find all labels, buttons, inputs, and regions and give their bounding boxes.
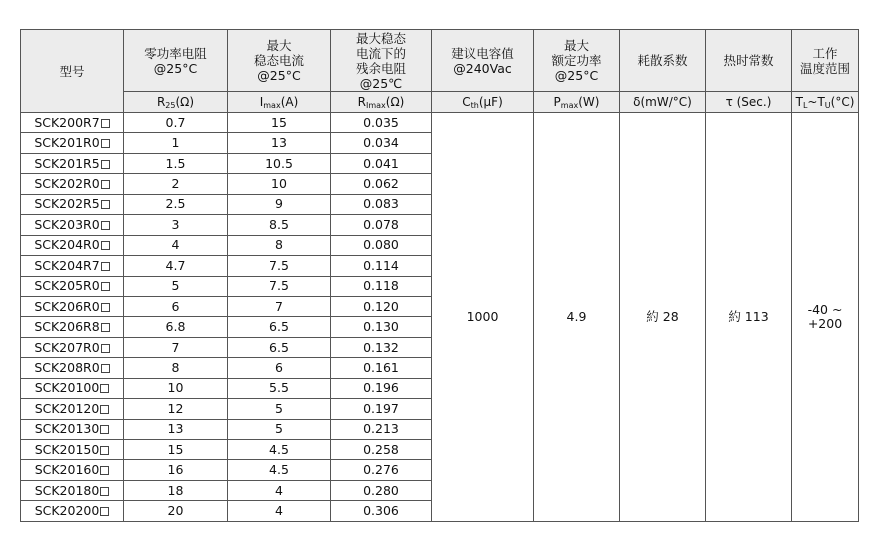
cell-model [21, 256, 124, 276]
empty-square-icon [101, 282, 110, 291]
model-text: SCK204R0 [34, 237, 100, 253]
unit-rest: (Ω) [175, 95, 195, 109]
cell-imax: 7.5 [228, 256, 331, 276]
header-imax-line: 稳态电流 [253, 53, 304, 68]
cell-shared-cth: 1000 [432, 113, 534, 522]
cell-r25: 10 [124, 378, 228, 398]
cell-model [21, 174, 124, 194]
header-imax-line: @25°C [257, 68, 301, 83]
unit-subscript: U [824, 101, 831, 110]
empty-square-icon [100, 446, 109, 455]
cell-rimax: 0.276 [331, 460, 432, 480]
cell-model [21, 480, 124, 500]
cell-imax: 7 [228, 296, 331, 316]
cell-shared-pmax: 4.9 [534, 113, 620, 522]
header-imax-line: 最大 [266, 38, 292, 53]
empty-square-icon [100, 487, 109, 496]
cell-rimax: 0.258 [331, 440, 432, 460]
cell-imax: 6.5 [228, 337, 331, 357]
cell-model [21, 440, 124, 460]
cell-model [21, 317, 124, 337]
cell-model [21, 113, 124, 133]
cell-r25: 7 [124, 337, 228, 357]
model-text: SCK201R5 [34, 155, 100, 171]
cell-imax: 4.5 [228, 460, 331, 480]
unit-subscript: th [470, 101, 479, 110]
unit-base: C [462, 95, 471, 109]
cell-imax: 9 [228, 194, 331, 214]
cell-r25: 4 [124, 235, 228, 255]
unit-rimax [331, 92, 432, 113]
empty-square-icon [101, 119, 110, 128]
header-pmax-line: @25°C [554, 68, 599, 83]
header-r25-line: 零功率电阻 [144, 45, 207, 61]
empty-square-icon [101, 200, 110, 209]
cell-rimax: 0.083 [331, 194, 432, 214]
header-r25-line: @25°C [153, 60, 198, 76]
empty-square-icon [100, 384, 109, 393]
cell-r25: 20 [124, 501, 228, 521]
unit-rest: (W) [578, 95, 600, 109]
cell-r25: 6.8 [124, 317, 228, 337]
unit-imax [228, 92, 331, 113]
unit-base: τ (Sec.) [725, 95, 772, 109]
empty-square-icon [100, 425, 109, 434]
cell-r25: 1.5 [124, 153, 228, 173]
model-text: SCK204R7 [34, 257, 100, 273]
cell-imax: 4 [228, 501, 331, 521]
unit-subscript: L [802, 101, 808, 110]
cell-model [21, 276, 124, 296]
header-delta [620, 30, 706, 92]
model-text: SCK20160 [34, 462, 100, 478]
cell-rimax: 0.035 [331, 113, 432, 133]
header-temp [792, 30, 859, 92]
unit-rest: (Ω) [385, 95, 405, 109]
cell-imax: 4.5 [228, 440, 331, 460]
model-text: SCK206R8 [34, 319, 100, 335]
cell-imax: 6 [228, 358, 331, 378]
model-text: SCK206R0 [34, 298, 100, 314]
cell-model [21, 133, 124, 153]
empty-square-icon [101, 364, 110, 373]
cell-imax: 7.5 [228, 276, 331, 296]
table-row [21, 113, 859, 133]
unit-delta [620, 92, 706, 113]
model-text: SCK20180 [34, 482, 100, 498]
cell-imax: 8 [228, 235, 331, 255]
unit-subscript: max [263, 101, 281, 110]
cell-shared-delta: 約 28 [620, 113, 706, 522]
header-pmax-line: 额定功率 [551, 53, 602, 68]
cell-rimax: 0.120 [331, 296, 432, 316]
cell-imax: 8.5 [228, 215, 331, 235]
header-tau-line: 热时常数 [723, 53, 774, 68]
unit-tau [706, 92, 792, 113]
cell-rimax: 0.078 [331, 215, 432, 235]
empty-square-icon [101, 262, 110, 271]
unit-base: I [259, 95, 264, 109]
unit-rest: (μF) [478, 95, 503, 109]
cell-imax: 6.5 [228, 317, 331, 337]
header-rimax [331, 30, 432, 92]
header-delta-line: 耗散系数 [637, 53, 688, 68]
cell-model [21, 235, 124, 255]
table-body [21, 113, 859, 522]
model-text: SCK20150 [34, 441, 100, 457]
spec-table [20, 29, 859, 522]
cell-model [21, 215, 124, 235]
empty-square-icon [101, 303, 110, 312]
unit-base: T [795, 95, 803, 109]
model-text: SCK20100 [34, 380, 100, 396]
cell-rimax: 0.114 [331, 256, 432, 276]
model-text: SCK20120 [34, 400, 100, 416]
unit-rest: (°C) [830, 95, 855, 109]
model-text: SCK201R0 [34, 135, 100, 151]
unit-temp [792, 92, 859, 113]
cell-imax: 15 [228, 113, 331, 133]
cell-rimax: 0.034 [331, 133, 432, 153]
cell-shared-tau: 約 113 [706, 113, 792, 522]
cell-rimax: 0.118 [331, 276, 432, 296]
header-imax [228, 30, 331, 92]
cell-shared-temp: -40 ~ +200 [792, 113, 859, 522]
header-temp-line: 工作 [812, 45, 838, 61]
header-tau [706, 30, 792, 92]
header-rimax-line: @25℃ [359, 75, 403, 91]
empty-square-icon [101, 160, 110, 169]
cell-model [21, 501, 124, 521]
model-text: SCK208R0 [34, 359, 100, 375]
cell-r25: 6 [124, 296, 228, 316]
header-model [21, 30, 124, 113]
header-rimax-line: 最大稳态 [355, 30, 406, 46]
cell-model [21, 378, 124, 398]
header-r25 [124, 30, 228, 92]
cell-model [21, 337, 124, 357]
cell-rimax: 0.197 [331, 399, 432, 419]
unit-rest: (A) [280, 95, 299, 109]
header-title-row [21, 30, 859, 92]
cell-imax: 5 [228, 419, 331, 439]
header-pmax-line: 最大 [563, 38, 589, 53]
cell-model [21, 153, 124, 173]
cell-imax: 10 [228, 174, 331, 194]
cell-rimax: 0.161 [331, 358, 432, 378]
cell-r25: 16 [124, 460, 228, 480]
header-cth [432, 30, 534, 92]
unit-cth [432, 92, 534, 113]
empty-square-icon [101, 241, 110, 250]
model-text: SCK20200 [34, 503, 100, 519]
cell-r25: 18 [124, 480, 228, 500]
cell-r25: 15 [124, 440, 228, 460]
cell-imax: 4 [228, 480, 331, 500]
cell-r25: 3 [124, 215, 228, 235]
unit-rest: ~T [807, 95, 825, 109]
cell-r25: 12 [124, 399, 228, 419]
cell-r25: 4.7 [124, 256, 228, 276]
cell-model [21, 358, 124, 378]
model-text: SCK203R0 [34, 216, 100, 232]
header-cth-line: @240Vac [453, 60, 512, 76]
model-text: SCK205R0 [34, 278, 100, 294]
cell-r25: 1 [124, 133, 228, 153]
cell-model [21, 460, 124, 480]
header-pmax [534, 30, 620, 92]
cell-rimax: 0.213 [331, 419, 432, 439]
cell-rimax: 0.062 [331, 174, 432, 194]
model-text: SCK20130 [34, 421, 100, 437]
unit-base: P [553, 95, 561, 109]
cell-r25: 2.5 [124, 194, 228, 214]
empty-square-icon [100, 466, 109, 475]
cell-model [21, 194, 124, 214]
cell-rimax: 0.280 [331, 480, 432, 500]
cell-model [21, 419, 124, 439]
cell-rimax: 0.306 [331, 501, 432, 521]
cell-r25: 5 [124, 276, 228, 296]
header-unit-row [21, 92, 859, 113]
unit-base: R [156, 95, 166, 109]
model-text: SCK200R7 [34, 114, 100, 130]
cell-r25: 0.7 [124, 113, 228, 133]
cell-rimax: 0.041 [331, 153, 432, 173]
model-text: SCK202R5 [34, 196, 100, 212]
header-model-line: 型号 [59, 63, 85, 79]
empty-square-icon [101, 180, 110, 189]
cell-rimax: 0.196 [331, 378, 432, 398]
header-temp-line: 温度范围 [799, 60, 850, 76]
model-text: SCK207R0 [34, 339, 100, 355]
cell-model [21, 296, 124, 316]
header-cth-line: 建议电容值 [451, 45, 514, 61]
empty-square-icon [101, 221, 110, 230]
model-text: SCK202R0 [34, 176, 100, 192]
cell-r25: 2 [124, 174, 228, 194]
cell-model [21, 399, 124, 419]
unit-r25 [124, 92, 228, 113]
cell-r25: 8 [124, 358, 228, 378]
unit-subscript: max [560, 101, 579, 110]
unit-base: δ(mW/°C) [633, 95, 692, 109]
header-rimax-line: 电流下的 [355, 45, 406, 61]
unit-subscript: Imax [366, 101, 386, 110]
unit-pmax [534, 92, 620, 113]
header-rimax-line: 残余电阻 [355, 60, 406, 76]
empty-square-icon [101, 139, 110, 148]
cell-rimax: 0.130 [331, 317, 432, 337]
cell-rimax: 0.080 [331, 235, 432, 255]
empty-square-icon [100, 405, 109, 414]
unit-base: R [357, 95, 366, 109]
cell-r25: 13 [124, 419, 228, 439]
cell-rimax: 0.132 [331, 337, 432, 357]
cell-imax: 5 [228, 399, 331, 419]
empty-square-icon [101, 344, 110, 353]
cell-imax: 10.5 [228, 153, 331, 173]
empty-square-icon [101, 323, 110, 332]
empty-square-icon [100, 507, 109, 516]
unit-subscript: 25 [165, 101, 176, 110]
cell-imax: 13 [228, 133, 331, 153]
cell-imax: 5.5 [228, 378, 331, 398]
